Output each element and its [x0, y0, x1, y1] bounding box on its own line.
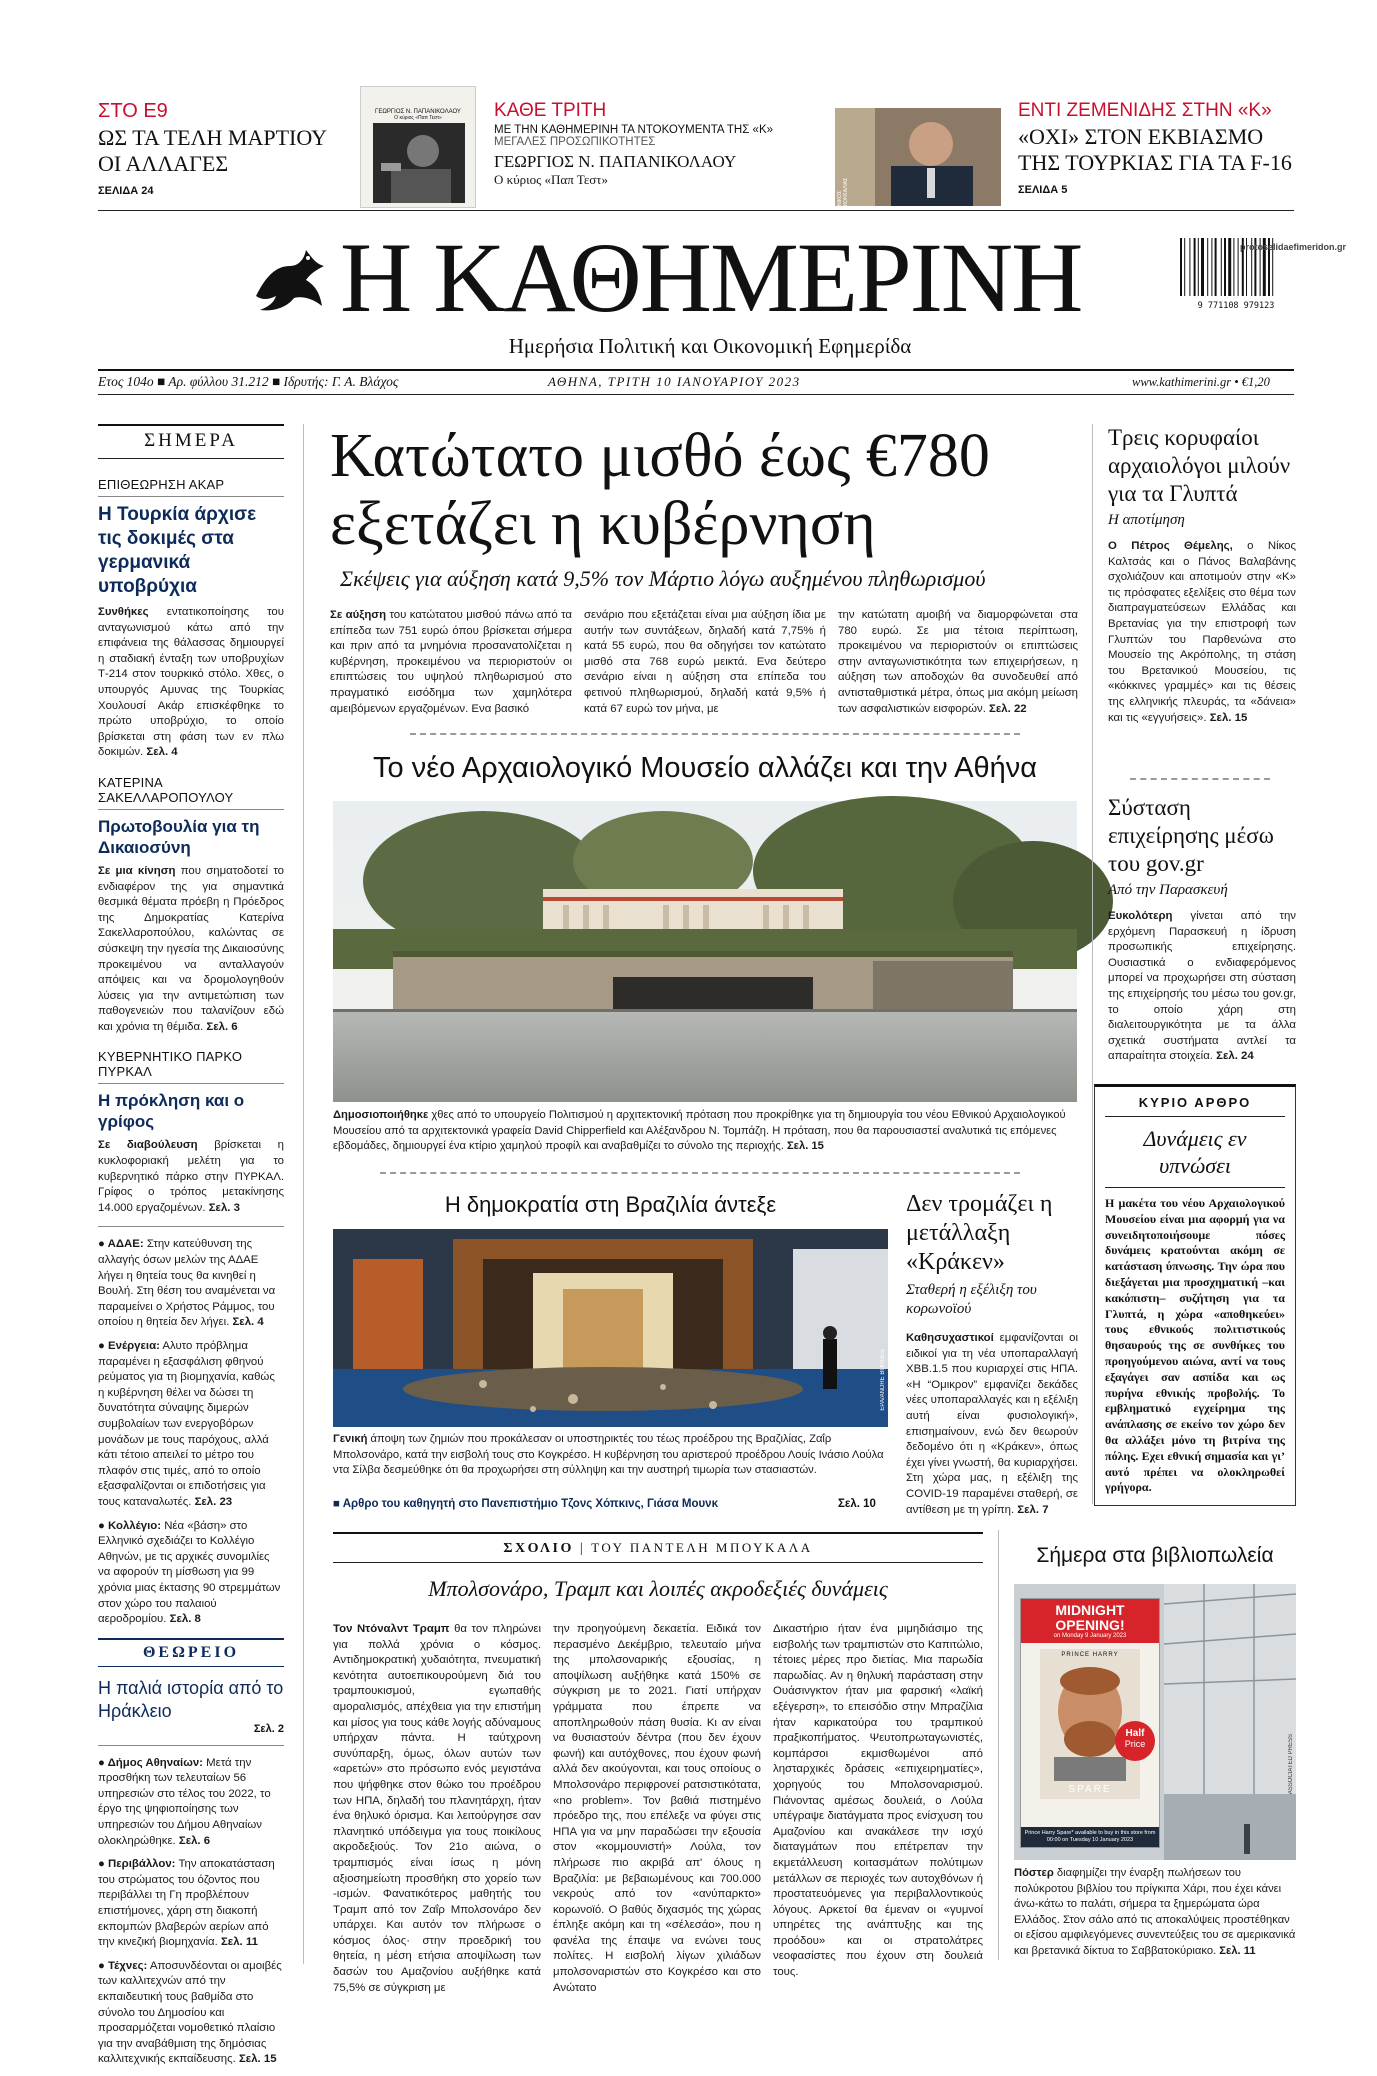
bullet-item[interactable] [98, 1237, 284, 1331]
bullet-title: Ενέργεια: [108, 1340, 160, 1352]
barcode-bar [1184, 238, 1185, 296]
brief-lead: Σε μια κίνηση [98, 864, 176, 877]
bullet-item[interactable] [98, 1756, 284, 1850]
brief-ref: Σελ. 3 [208, 1201, 240, 1214]
brief-kicker: ΕΠΙΘΕΩΡΗΣΗ ΑΚΑΡ [98, 477, 225, 492]
masthead-rule-bottom [98, 394, 1294, 395]
right-column-rule [1092, 424, 1093, 1504]
zemenides-photo [835, 108, 1001, 206]
brief-ref: Σελ. 4 [146, 746, 178, 759]
right-story-text: γίνεται από την ερχόμενη Παρασκευή η ίδρυση προσωπικής επιχείρησης. Ουσιαστικά ο ενδιαφερόμενος μπορεί να προχωρήσει στη σύσταση της επιχείρησής του μέσω του gov.gr, το οποίο χάρη στη διαλειτουργικότητα με τα άλλα σχετικά συστήματα αντλεί τα απαραίτητα στοιχεία. [1108, 910, 1297, 1063]
badge-text: Price [1124, 1739, 1146, 1749]
bullet-title: Κολλέγιο: [108, 1519, 162, 1532]
barcode-bar [1198, 238, 1199, 296]
bullet-marker: ● [98, 1340, 109, 1352]
editorial-title: Δυνάμεις εν υπνώσει [1143, 1126, 1247, 1178]
zemenides-portrait [835, 108, 1001, 206]
lead-subheadline: Σκέψεις για αύξηση κατά 9,5% τον Μάρτιο λόγω αυξημένου πληθωρισμού [340, 566, 986, 591]
caption-lead: Γενική [333, 1433, 368, 1445]
brazil-ref: Σελ. 10 [838, 1498, 876, 1510]
right-story-govgr[interactable] [1108, 794, 1296, 1065]
section-rule [98, 424, 284, 426]
section-rule [98, 1666, 284, 1667]
poster-book-title: SPARE [1068, 1784, 1112, 1795]
book-cover-author: ΓΕΩΡΓΙΟΣ Ν. ΠΑΠΑΝΙΚΟΛΑΟΥ [375, 109, 461, 115]
right-story-text: ο Νίκος Καλτσάς και ο Πάνος Βαλαβάνης σχολιάζουν και αποτιμούν στην «Κ» τις πρόσφατες εξελίξεις στο θέμα των διαπραγματεύσεων Ελλάδας και Βρετανίας για την επιστροφή των Γλυπτών του Παρθενώνα στο Μουσείο της Ακρόπολης, τη στάση του Βρετανικού Μουσείου, τις «κόκκινες γραμμές» και τις θέσεις της ελληνικής πλευράς, τα «δάνεια» και τις «εγγυήσεις». [1108, 540, 1297, 724]
lead-col-2: σενάριο που εξετάζεται είναι μια αύξηση ίδια με αυτήν των συντάξεων, δηλαδή κατά 7,75% ή κατά 55 ευρώ, που θα οδηγήσει τον κατώτατο μισθό στα 768 ευρώ μεικτά. Ενα δεύτερο σενάριο είναι η αύξηση στα επίπεδα του φετινού πληθωρισμού, δηλαδή κατά 9,5% ή κατά 67 ευρώ τον μήνα, με [584, 609, 826, 715]
masthead-subtitle: Ημερήσια Πολιτική και Οικονομική Εφημερίδα [508, 334, 912, 358]
badge-text: Half [1125, 1728, 1145, 1739]
kraken-text: εμφανίζονται οι ειδικοί για τη νέα υποπαραλλαγή XBB.1.5 που κυριαρχεί στις ΗΠΑ. «Η “Ομικρον” εμφανίζει δεκάδες νέες υποπαραλλαγές και η εξέλιξη αυτή είναι φυσιολογική», επισημαίνουν, ενώ δεν θεωρούν δεδομένο ότι η «Κράκεν», όπως έχει γίνει γνωστή, θα κυριαρχήσει. Στη χώρα μας, η εξέλιξη της COVID-19 παραμένει σταθερή, σε αντίθεση με τη γρίπη. [906, 1332, 1078, 1516]
bullet-ref: Σελ. 15 [238, 2053, 277, 2066]
griffin-logo-icon [246, 236, 332, 322]
barcode-bar [1201, 238, 1204, 296]
section-header-today: ΣΗΜΕΡΑ [144, 430, 238, 451]
bullet-text: Στην κατεύθυνση της αλλαγής όσων μελών της ΑΔΑΕ λήγει η θητεία τους θα κινηθεί η Βουλή. Στη θέση του αναμένεται να παραμείνει ο Χρήστος Ράμμος, του οποίου η θητεία δεν λήγει. [98, 1238, 276, 1329]
brazil-caption [333, 1432, 888, 1479]
poster-line: MIDNIGHT [1055, 1602, 1125, 1618]
right-story-sub: Η αποτίμηση [1108, 512, 1185, 528]
teaser-name: ΓΕΩΡΓΙΟΣ Ν. ΠΑΠΑΝΙΚΟΛΑΟΥ [494, 152, 737, 171]
bullet-marker: ● [98, 1756, 108, 1769]
brief-justice[interactable] [98, 775, 284, 1036]
kraken-ref: Σελ. 7 [1017, 1503, 1049, 1516]
spare-poster-photo [1014, 1584, 1296, 1860]
lead-text: την κατώτατη αμοιβή να διαμορφώνεται στα 780 ευρώ. Σε μια τέτοια περίπτωση, προκειμένου να περιοριστούν οι επιπτώσεις στην ανταγωνιστικότητα των επιχειρήσεων, η αύξηση των αποδοχών θα συνοδευθεί από αντισταθμιστικά μέτρα, όπως μια ακόμη μείωση των ασφαλιστικών εισφορών. [838, 609, 1078, 715]
brazil-headline[interactable]: Η δημοκρατία στη Βραζιλία άντεξε [444, 1192, 777, 1217]
kicker-rule [98, 1083, 284, 1084]
brief-title: Η Τουρκία άρχισε τις δοκιμές στα γερμανικά υποβρύχια [98, 504, 257, 597]
left-column [98, 424, 284, 2076]
teaser-left[interactable] [98, 100, 328, 197]
bullet-ref: Σελ. 6 [178, 1834, 211, 1847]
brief-lead: Σε διαβούλευση [98, 1139, 198, 1152]
brief-title: Η πρόκληση και ο γρίφος [98, 1091, 245, 1132]
teaser-title: ΩΣ ΤΑ ΤΕΛΗ ΜΑΡΤΙΟΥ ΟΙ ΑΛΛΑΓΕΣ [98, 125, 327, 176]
brief-body [98, 1138, 284, 1216]
barcode-bar [1224, 238, 1226, 296]
lead-col-3 [838, 608, 1078, 717]
teaser-page: ΣΕΛΙΔΑ 5 [1018, 184, 1068, 196]
dashed-divider [380, 1172, 1020, 1174]
books-headline[interactable]: Σήμερα στα βιβλιοπωλεία [1036, 1544, 1274, 1567]
bullet-list-1 [98, 1237, 284, 1627]
brazil-article-link[interactable]: ■ Αρθρο του καθηγητή στο Πανεπιστήμιο Τζονς Χόπκινς, Γιάσα Μουνκ [333, 1498, 718, 1510]
bullet-text: Αλυτο πρόβλημα παραμένει η εξασφάλιση φθηνού ρεύματος για τη βιομηχανία, καθώς η κυβέρνηση θέλει να δώσει τη δυνατότητα σύναψης διμερών συμβολαίων των ενεργοβόρων μονάδων με τους παρόχους, αλλά κάτι τέτοιο απειλεί το μέτρο του πλαφόν στις τιμές, από το οποίο εξασφαλίζονται οι επιδοτήσεις για τους καταναλωτές. [98, 1340, 275, 1508]
right-story-ref: Σελ. 15 [1209, 711, 1248, 724]
teaser-line: ΜΕ ΤΗΝ ΚΑΘΗΜΕΡΙΝΗ ΤΑ ΝΤΟΚΟΥΜΕΝΤΑ ΤΗΣ «Κ» [494, 124, 774, 136]
right-story-ref: Σελ. 24 [1216, 1050, 1254, 1063]
theorio-item[interactable] [98, 1677, 284, 1735]
bullet-ref: Σελ. 4 [232, 1316, 264, 1329]
museum-rendering-image [333, 801, 1077, 1102]
column-header-label: ΣΧΟΛΙΟ [503, 1541, 574, 1556]
bullet-marker: ● [98, 1238, 108, 1251]
right-story-body [1108, 909, 1296, 1065]
museum-caption [333, 1108, 1077, 1155]
books-rule [998, 1530, 999, 1960]
barcode-number: 9 771108 979123 [1197, 301, 1275, 311]
column-header-author: ΤΟΥ ΠΑΝΤΕΛΗ ΜΠΟΥΚΑΛΑ [591, 1540, 813, 1555]
right-story-body [1108, 539, 1296, 726]
column-rule [333, 1532, 983, 1534]
teaser-line: ΜΕΓΑΛΕΣ ΠΡΟΣΩΠΙΚΟΤΗΤΕΣ [494, 136, 656, 148]
barcode-bar [1215, 238, 1217, 296]
bullet-text: Αποσυνδέονται οι αμοιβές των καλλιτεχνών από την εκπαιδευτική τους βαθμίδα στο σύνολο του Δημοσίου και προσαρμόζεται νομοθετικό πλαίσιο για την αναβάθμιση της δημόσιας καλλιτεχνικής εκπαίδευσης. [98, 1959, 282, 2066]
section-rule [98, 1638, 284, 1640]
bullet-ref: Σελ. 23 [194, 1495, 233, 1508]
book-cover-image [360, 86, 476, 208]
caption-text: διαφημίζει την έναρξη πωλήσεων του πολύκροτου βιβλίου του πρίγκιπα Χάρι, που έχει κάνει άνω-κάτω το παλάτι, σήμερα τα ξημερώματα ώρα Ελλάδος. Στον σάλο από τις αποκαλύψεις προστέθηκαν οι εξίσου αμφιλεγόμενες συνεντεύξεις του σε αμερικανικά και βρετανικά δίκτυα το Σαββατοκύριακο. [1014, 1867, 1296, 1957]
caption-ref: Σελ. 15 [786, 1140, 824, 1152]
bullet-title: Δήμος Αθηναίων: [107, 1756, 203, 1769]
left-column-rule [303, 424, 304, 1964]
teaser-title: «ΟΧΙ» ΣΤΟΝ ΕΚΒΙΑΣΜΟ ΤΗΣ ΤΟΥΡΚΙΑΣ ΓΙΑ ΤΑ F-16 [1018, 124, 1292, 175]
caption-lead: Δημοσιοποιήθηκε [333, 1109, 429, 1121]
brief-text: που σηματοδοτεί το ενδιαφέρον της για σημαντικά θεσμικά θέματα πρόεβη η Πρόεδρος της Δημοκρατίας Κατερίνα Σακελλαροπούλου, καλώντας σε σύσκεψη την ηγεσία της Δικαιοσύνης προκειμένου να ανταλλαγούν απόψεις και να δρομολογηθούν λύσεις για την αντιμετώπιση των παθογενειών που ταλανίζουν εδώ και χρόνια τη θέμιδα. [98, 864, 284, 1033]
theorio-title: Η παλιά ιστορία από το Ηράκλειο [98, 1677, 284, 1721]
brief-text: βρίσκεται η κυκλοφοριακή μελέτη για το κυβερνητικό πάρκο στην ΠΥΡΚΑΛ. Γρίφος ο τρόπος μετακίνησης 14.000 εργαζομένων. [98, 1139, 284, 1214]
teaser-kicker: ΚΑΘΕ ΤΡΙΤΗ [494, 100, 607, 121]
barcode-bar [1221, 238, 1222, 296]
column-lead: Τον Ντόναλντ Τραμπ [333, 1623, 450, 1635]
poster-banner [1021, 1599, 1159, 1643]
barcode-bar [1194, 238, 1196, 296]
poster-line: OPENING! [1055, 1617, 1125, 1633]
barcode-bar [1180, 238, 1182, 296]
editorial-rule [1105, 1116, 1285, 1117]
brief-lead: Συνθήκες [98, 606, 149, 618]
dashed-divider [1130, 778, 1270, 780]
column-header [333, 1540, 983, 1557]
right-story-marbles[interactable] [1108, 424, 1296, 726]
caption-text: χθες από το υπουργείο Πολιτισμού η αρχιτεκτονική πρόταση που προκρίθηκε για τη δημιουργία του νέου Εθνικού Αρχαιολογικού Μουσείου από τα αρχιτεκτονικά γραφεία David Chipperfield και Αλέξανδρου Ν. Τομπάζη. Η πρόταση, που θα παρουσιαστεί αναλυτικά τις επόμενες εβδομάδες, δημιουργεί ένα κτίριο χαμηλού προφίλ και αναβαθμίζει το σύνολο της περιοχής. [333, 1109, 1066, 1152]
kicker-rule [98, 809, 284, 810]
section-rule [98, 458, 284, 459]
book-cover-portrait [361, 123, 477, 209]
section-rule [98, 1226, 284, 1227]
barcode-bar [1189, 238, 1190, 296]
bullet-item[interactable] [98, 1519, 284, 1628]
watermark: protoselidaefimeridon.gr [1240, 242, 1347, 252]
lead-ref: Σελ. 22 [989, 702, 1027, 715]
poster-footer: Prince Harry Spare* available to buy in this store from 00:00 on Tuesday 10 January 2023 [1021, 1827, 1159, 1847]
teaser-kicker: ΣΤΟ Ε9 [98, 100, 168, 122]
brazil-congress-photo [333, 1229, 888, 1427]
bullet-text: Νέα «βάση» στο Ελληνικό σχεδιάζει το Κολλέγιο Αθηνών, με τις αρχικές συνομιλίες να αφορούν τη μίσθωση για 99 χρόνια μιας έκτασης 90 στρεμμάτων στον χώρο του παλαιού αεροδρομίου. [98, 1519, 281, 1626]
right-story-lead: Ο Πέτρος Θέμελης, [1108, 540, 1233, 552]
brief-text: εντατικοποίησης του ανταγωνισμού κάτω από την επιφάνεια της θάλασσας δημιουργεί η σταδιακή ένταξη των υποβρυχίων Τ-214 στον τουρκικό στόλο. Χθες, ο υπουργός Αμυνας της Τουρκίας Χουλουσί Ακάρ επισκέφθηκε το πρώτο υποβρύχιο, το οποίο βρίσκεται στη φάση των εν πλω δοκιμών. [98, 606, 284, 759]
right-story-lead: Ευκολότερη [1108, 910, 1173, 922]
column-header-sep: | [573, 1541, 592, 1556]
column-col-2: την προηγούμενη δεκαετία. Ειδικά τον περασμένο Δεκέμβριο, τελευταίο μήνα της μπολσοναρικής εξουσίας, η αποψίλωση αυξήθηκε κατά 150% σε σύγκριση με το 2021. Γιατί υπήρχαν γράμματα που έπρεπε να αποπληρωθούν πάση θυσία. Κι αν είναι να θυσιαστούν δέντρα (που δεν έχουν φωνή) και αυτόχθονες, που έχουν φωνή αλλά δεν ακούγονται, και τους οποίους ο Μπολσονάρο περιφρονεί ρατσιστικότατα, «no problem». Τον βαθιά πιστημένο πρόεδρο της, που επέλεξε να φύγει στις ΗΠΑ για να μην παραδώσει την εξουσία στον «κομμουνιστή» Λούλα, τον πλήρωσε πιο ακριβά απ' όλους η Βραζιλία: με βεβαιωμένους και 700.000 νεκρούς από τον «ανύπαρκτο» κορωνοϊό. Ο βαθύς διχασμός της χώρας έπληξε ακόμη και τη «σέλεσάο», που η φανέλα της έπαψε να ενώνει τους πολίτες. Η εισβολή λίγων χιλιάδων μπολσοναριστών στο Κογκρέσο και στο Ανώτατο [553, 1623, 761, 1994]
issue-info: Ετος 104ο ■ Αρ. φύλλου 31.212 ■ Ιδρυτής: Γ. Α. Βλάχος [98, 374, 399, 389]
brief-body [98, 864, 284, 1036]
photo-credit: ASSOCIATED PRESS [1288, 1734, 1294, 1795]
barcode-bar [1228, 238, 1231, 296]
caption-lead: Πόστερ [1014, 1867, 1054, 1879]
editorial-rule [1105, 1187, 1285, 1188]
barcode-bar [1238, 238, 1239, 296]
column-text: θα τον πληρώνει για πολλά χρόνια ο κόσμος. Αντιδημοκρατική χυδαιότητα, πνευματική κενότητα αυτοεπικουρούμενη διά του τραμπουκισμού, εγωπαθής αμοραλισμός, απέχθεια για την επιστήμη και μίσος για τους κάθε λογής αδύναμους υπήρχαν πάντα. Η ταύτχρονη συνύπαρξη, όμως, όλων αυτών των «αρετών» στο πρόσωπο ενός μεγιστάνα που ψήφθηκε στον θώκο του προέδρου των ΗΠΑ, δηλαδή του πλανητάρχη, ήταν ένα θηλυκό όρισμα. Και λειτούργησε σαν πλανητικό υπόδειγμα για τους ποικίλους ακροδεξιούς. Τον 21ο αιώνα, ο τραμπισμός είναι ίσως η μόνη αξιοσημείωτη προσθήκη στο χορείο των -ισμών. Φανατικότερος μαθητής του Τραμπ από τον Ζαΐρ Μπολσονάρο δεν υπάρχει. Και αυτόν τον πλήρωσε ο κόσμος όλος· στην προεδρική του θητεία, η μέση ετήσια αποψίλωση των δασών του Αμαζονίου αυξήθηκε κατά 75,5% σε σύγκριση με [333, 1623, 541, 1994]
museum-rendering [333, 801, 1077, 1102]
bullet-title: Τέχνες: [108, 1959, 148, 1972]
kicker-rule [98, 496, 284, 497]
poster-line: on Monday 9 January 2023 [1053, 1633, 1127, 1639]
top-divider [98, 210, 1294, 211]
poster-author: PRINCE HARRY [1061, 1652, 1119, 1658]
half-price-badge [1115, 1721, 1155, 1761]
column-headline[interactable]: Μπολσονάρο, Τραμπ και λοιπές ακροδεξιές δυνάμεις [428, 1576, 888, 1601]
lead-lead: Σε αύξηση [330, 609, 387, 621]
bullet-title: ΑΔΑΕ: [107, 1238, 144, 1251]
editorial-header: ΚΥΡΙΟ ΑΡΘΡΟ [1138, 1095, 1252, 1110]
brief-submarines[interactable] [98, 477, 284, 761]
spare-poster [1020, 1598, 1160, 1848]
bullet-marker: ● [98, 1519, 109, 1532]
brief-title: Πρωτοβουλία για τη Δικαιοσύνη [98, 816, 260, 857]
bullet-marker: ● [98, 1858, 109, 1871]
issue-date: ΑΘΗΝΑ, ΤΡΙΤΗ 10 ΙΑΝΟΥΑΡΙΟΥ 2023 [548, 374, 801, 389]
column-col-1 [333, 1622, 541, 1996]
bullet-item[interactable] [98, 1339, 284, 1511]
barcode-bar [1207, 238, 1208, 296]
brazil-damage-scene [333, 1229, 888, 1427]
brief-kicker: ΚΑΤΕΡΙΝΑ ΣΑΚΕΛΛΑΡΟΠΟΥΛΟΥ [98, 774, 234, 805]
theorio-ref: Σελ. 2 [253, 1722, 284, 1735]
right-story-title: Τρεις κορυφαίοι αρχαιολόγοι μιλούν για τα Γλυπτά [1108, 425, 1291, 506]
section-rule [98, 1745, 284, 1746]
brief-pyrkal[interactable] [98, 1049, 284, 1216]
website-price: www.kathimerini.gr • €1,20 [1132, 375, 1270, 389]
teaser-right[interactable] [1018, 100, 1308, 196]
barcode-bar [1211, 238, 1212, 296]
column-col-3: Δικαστήριο ήταν ένα μιμηδιάσιμο της εισβολής των τραμπιστών στο Καπιτώλιο, τέτοιες μέρες προ διετίας. Μια παρωδία παρωδίας. Αν η θηλυκή παράσταση στην Ουάσινγκτον ήταν μια φαρσική «λαϊκή εξέγερση», το επεισόδιο στην Μπραζίλια ήταν καρικατούρα του τραμπικού πραξικοπήματος. Ψευτοπρωταγωνιστές, κομπάρσοι εκμισθωμένοι από λησταρχικές δράσεις «επιχειρηματίες», χορηγούς του Μπολσοναρισμού. Πιάνοντας αμέσως δουλειά, ο Λούλα υπέγραψε διατάγματα προς ενίσχυση του Αμαζονίου και ανακάλεσε την ισχύ διαταγμάτων που επέτρεπαν την εκμετάλλευση κοιτασμάτων πολύτιμων μετάλλων σε περιοχές των αυτοχθόνων ή προστατευόμενες για περιβαλλοντικούς λόγους. Αρκετοί θα έμεναν οι «γυμνοί υπηρέτες της ανάπτυξης και της προόδου» και οι στρατολάτρες νεοφασίστες που έχουν στη δουλειά τους. [773, 1623, 983, 1979]
bullet-title: Περιβάλλον: [108, 1858, 176, 1871]
teaser-kicker: ΕΝΤΙ ΖΕΜΕΝΙΔΗΣ ΣΤΗΝ «Κ» [1018, 100, 1272, 121]
kraken-subheadline: Σταθερή η εξέλιξη του κορωνοϊού [906, 1282, 1037, 1317]
bullet-marker: ● [98, 1959, 109, 1972]
photo-credit: ΝΙΚΟΣ ΚΟΚΚΑΛΙΑΣ [837, 177, 849, 206]
kraken-body [906, 1331, 1078, 1518]
kraken-headline: Δεν τρομάζει η μετάλλαξη «Κράκεν» [906, 1191, 1053, 1275]
brief-ref: Σελ. 6 [206, 1020, 238, 1033]
kraken-story[interactable] [906, 1190, 1078, 1518]
masthead-rule-top [98, 369, 1294, 371]
bullet-item[interactable] [98, 1959, 284, 2068]
book-cover-subtitle: Ο κύριος «Παπ Τεστ» [394, 115, 442, 121]
museum-headline[interactable]: Το νέο Αρχαιολογικό Μουσείο αλλάζει και την Αθήνα [373, 752, 1037, 784]
editorial-box[interactable] [1094, 1084, 1296, 1506]
barcode-bar [1233, 238, 1234, 296]
column-rule [333, 1562, 983, 1563]
teaser-middle[interactable] [494, 100, 814, 188]
lead-headline[interactable]: Κατώτατο μισθό έως €780 εξετάζει η κυβέρνηση [330, 422, 990, 558]
bullet-list-2 [98, 1756, 284, 2068]
caption-ref: Σελ. 11 [1219, 1944, 1256, 1957]
photo-credit: EPA/ANDRE BORGES [880, 1349, 886, 1411]
editorial-body: Η μακέτα του νέου Αρχαιολογικού Μουσείου είναι μια αφορμή για να συνειδητοποιήσουμε πόσες δυνάμεις κρατούνται ακόμη σε κατάσταση ύπνωσης. Την ώρα που διεξάγεται μια προσχηματική –και κακόπιστη– συζήτηση για τα Γλυπτά, η χώρα «αποθηκεύει» τους εθνικούς πολιτιστικούς θησαυρούς της σε συνθήκες του προηγούμενου αιώνα, αντί να τους εξαγάγει σαν ασπίδα και ως πυρήνα εθνικής προβολής. Το εμβληματικό εγχείρημα της ανάπλασης σε εκείνο τον χώρο δεν θα αλλάξει μόνο τη βιτρίνα της πόλης. Εχει εθνική σημασία και γι’ αυτό πρέπει να ολοκληρωθεί γρήγορα. [1105, 1196, 1285, 1495]
brief-body [98, 605, 284, 761]
right-story-sub: Από την Παρασκευή [1108, 882, 1228, 898]
teaser-page: ΣΕΛΙΔΑ 24 [98, 185, 154, 197]
section-header-theorio: ΘΕΩΡΕΙΟ [142, 1643, 240, 1661]
brief-kicker: ΚΥΒΕΡΝΗΤΙΚΟ ΠΑΡΚΟ ΠΥΡΚΑΛ [98, 1049, 243, 1080]
dashed-divider [410, 733, 1020, 735]
teaser-sub: Ο κύριος «Παπ Τεστ» [494, 172, 609, 187]
lead-col-1 [330, 608, 572, 717]
bullet-ref: Σελ. 11 [220, 1936, 258, 1949]
bullet-text: Μετά την προσθήκη των τελευταίων 56 υπηρεσιών στο τέλος του 2022, το έργο της ψηφιοποίησης των υπηρεσιών του Δήμου Αθηναίων ολοκληρώθηκε. [98, 1756, 271, 1847]
caption-text: άποψη των ζημιών που προκάλεσαν οι υποστηρικτές του τέως προέδρου της Βραζιλίας, Ζαΐρ Μπολσονάρο, κατά την εισβολή τους στο Κογκρέσο. Η κυβέρνηση του αριστερού προέδρου Λουίς Ινάσιο Λούλα ντα Σίλβα δεσμεύθηκε ότι θα προχωρήσει στη σύλληψη και την αυστηρή τιμωρία των στασιαστών. [333, 1433, 884, 1476]
right-story-title: Σύσταση επιχείρησης μέσω του gov.gr [1108, 795, 1274, 876]
kraken-lead: Καθησυχαστικοί [906, 1332, 994, 1344]
books-caption [1014, 1866, 1296, 1959]
bullet-ref: Σελ. 8 [169, 1613, 201, 1626]
bullet-text: Την αποκατάσταση του στρώματος του όζοντος που περιβάλλει τη Γη προβλέπουν επιστήμονες, χάρη στη διακοπή εκπομπών βλαβερών αερίων από την κινεζική βιομηχανία. [98, 1858, 275, 1949]
bullet-item[interactable] [98, 1857, 284, 1951]
masthead-title: Η ΚΑΘΗΜΕΡΙΝΗ [340, 222, 1082, 333]
lead-text: του κατώτατου μισθού πάνω από τα επίπεδα των 751 ευρώ όπου βρίσκεται σήμερα και πριν από τα μνημόνια προσανατολίζεται η κυβέρνηση, προκειμένου να περιοριστούν οι επιπτώσεις του υψηλού πληθωρισμού στο πραγματικό εισόδημα των χαμηλότερα αμειβόμενων εργαζομένων. Ενα βασικό [330, 609, 572, 715]
